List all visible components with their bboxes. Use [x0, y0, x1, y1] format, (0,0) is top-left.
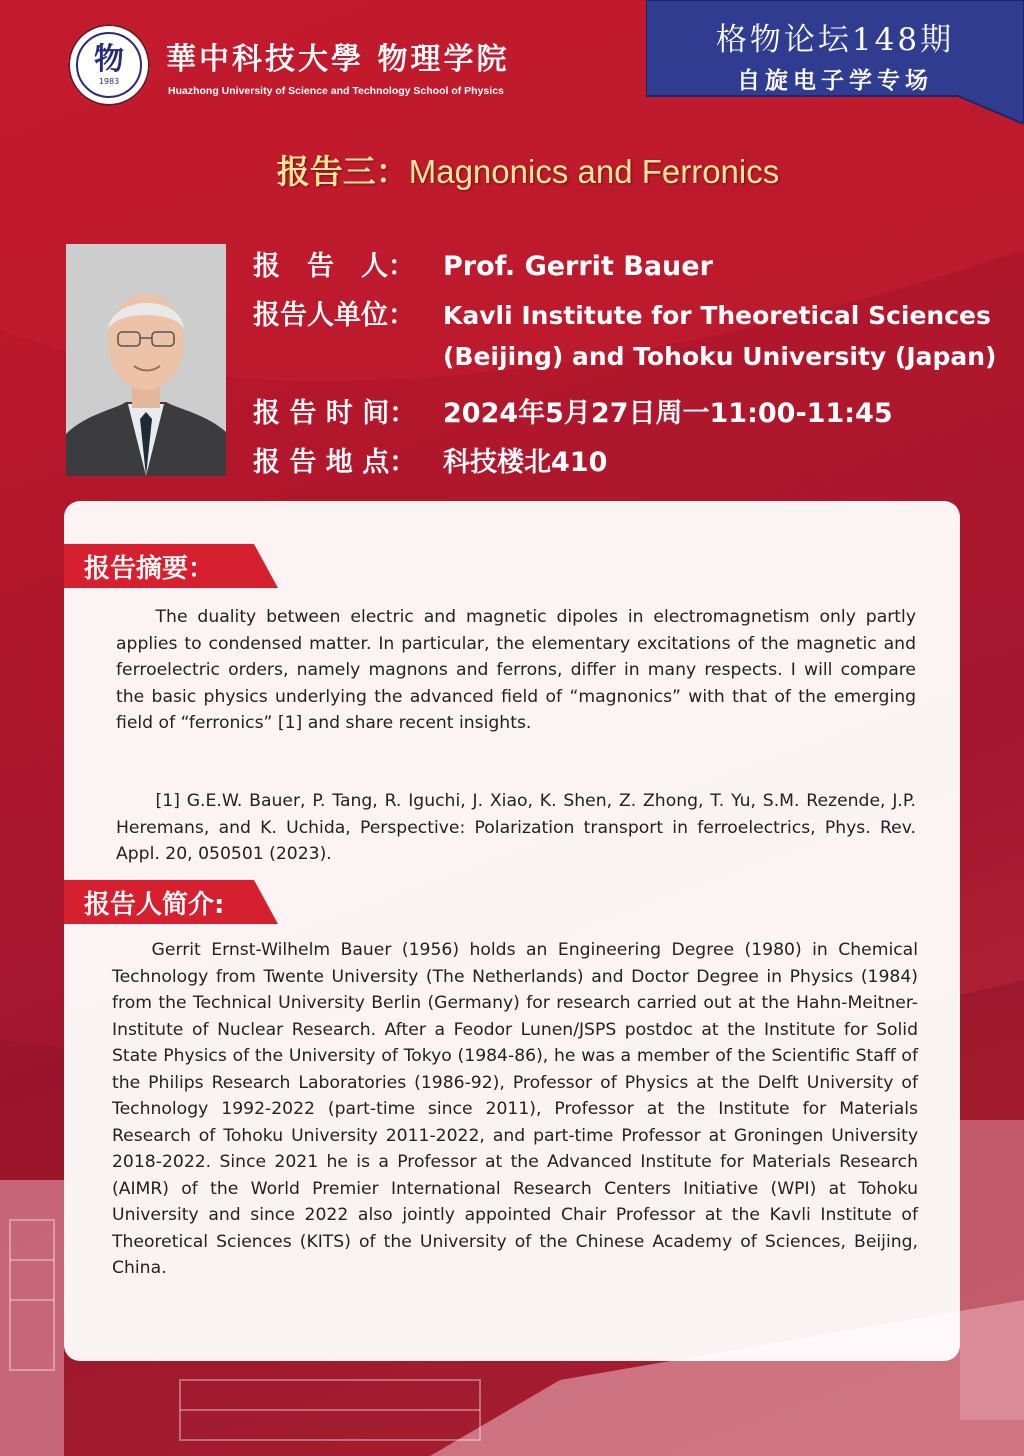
speaker-photo: [66, 244, 226, 476]
affiliation-row-2: [443, 342, 996, 371]
logo-year: 1983: [98, 76, 120, 86]
report-title: [0, 146, 1024, 193]
speaker-portrait-icon: [66, 244, 226, 476]
forum-title: 格物论坛148期: [715, 22, 955, 58]
university-logo: [68, 24, 150, 106]
abstract-reference: [1] G.E.W. Bauer, P. Tang, R. Iguchi, J. Xiao, K. Shen, Z. Zhong, T. Yu, S.M. Rezende, J.P. Heremans, and K. Uchida, Perspective: Polarization transport in ferroelectrics, Phys. Rev. Appl. 20, 050501 (2023).: [116, 791, 916, 864]
place-row: [253, 440, 607, 479]
affiliation-line2: (Beijing) and Tohoku University (Japan): [443, 342, 997, 371]
speaker-row: [253, 244, 713, 283]
time-row: [253, 391, 893, 430]
abstract-text: The duality between electric and magnetic dipoles in electromagnetism only partly applies to condensed matter. In particular, the elementary excitations of the magnetic and ferroelectric orders, namely magnons and ferrons, differ in many respects. I will compare the basic physics underlying the advanced field of “magnonics” with that of the emerging field of “ferronics” [1] and share recent insights.: [116, 607, 916, 733]
report-title-text: Magnonics and Ferronics: [408, 153, 780, 190]
place-value: 科技楼北410: [443, 447, 608, 478]
bio-heading: 报告人简介:: [84, 890, 225, 920]
time-label: 报 告 时 间：: [253, 398, 417, 429]
forum-subtitle: 自旋电子学专场: [737, 67, 933, 94]
speaker-name: Prof. Gerrit Bauer: [443, 251, 713, 282]
abstract-heading: 报告摘要：: [84, 554, 215, 584]
bio-text: Gerrit Ernst-Wilhelm Bauer (1956) holds an Engineering Degree (1980) in Chemical Technology from Twente University (The Netherlands) and Doctor Degree in Physics (1984) from the Technical University Berlin (Germany) for research carried out at the Hahn-Meitner-Institute of Nuclear Research. After a Feodor Lunen/JSPS postdoc at the Institute for Solid State Physics of the University of Tokyo (1984-86), he was a member of the Scientific Staff of the Philips Research Laboratories (1986-92), Professor of Physics at the Delft University of Technology 1992-2022 (part-time since 2011), Professor at the Institute for Materials Research of Tohoku University 2011-2022, and part-time Professor at Groningen University 2018-2022. Since 2021 he is a Professor at the Advanced Institute for Materials Research (AIMR) of the World Premier International Research Centers Initiative (WPI) at Tohoku University and since 2022 also jointly appointed Chair Professor at the Kavli Institute of Theoretical Sciences (KITS) of the University of the Chinese Academy of Sciences, Beijing, China.: [112, 940, 918, 1278]
affiliation-line1: Kavli Institute for Theoretical Sciences: [443, 301, 991, 330]
logo-glyph: 物: [94, 41, 124, 77]
report-title-prefix: 报告三：: [276, 152, 409, 191]
affiliation-label: 报告人单位：: [253, 300, 415, 331]
university-name-cn: 華中科技大學 物理学院: [166, 42, 510, 77]
time-value: 2024年5月27日周一11:00-11:45: [443, 398, 893, 429]
university-name-en: Huazhong University of Science and Technology School of Physics: [168, 85, 504, 97]
place-label: 报 告 地 点：: [253, 447, 417, 478]
affiliation-row: [253, 293, 991, 332]
speaker-label: 报 告 人：: [253, 251, 415, 282]
